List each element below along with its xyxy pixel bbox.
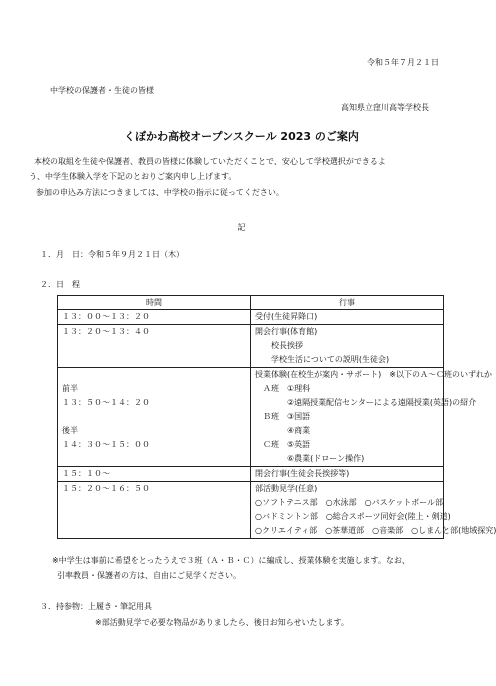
time-cell: [58, 467, 251, 482]
event-cell: [251, 467, 444, 482]
table-row: [58, 482, 444, 539]
intro-line-3: 参加の申込み方法につきましては、中学校の指示に従ってください。: [36, 188, 284, 197]
intro-line-2: う、中学生体験入学を下記のとおりご案内申し上げます。: [29, 172, 237, 181]
time-text: 前半: [62, 384, 78, 393]
header-time: 時間: [58, 296, 251, 310]
event-text: 部活動見学(任意): [255, 484, 318, 493]
event-text: ⑥農業(ドローン操作): [255, 454, 365, 463]
time-text: １５：２０～１６：５０: [62, 484, 150, 493]
event-text: 授業体験(在校生が案内・サポート) ※以下のＡ～Ｃ班のいずれか: [255, 370, 492, 379]
event-text: ○バドミントン部 ○総合スポーツ同好会(陸上・剣道): [255, 512, 451, 521]
table-row: [58, 368, 444, 467]
time-cell: [58, 325, 251, 368]
table-row: [58, 467, 444, 482]
recipient: 中学校の保護者・生徒の皆様: [50, 86, 154, 95]
belongings-note: ※部活動見学で必要な物品がありましたら、後日お知らせいたします。: [95, 618, 349, 627]
event-cell: [251, 310, 444, 325]
event-text: Ｃ班 ⑤英語: [255, 440, 311, 449]
time-text: １３：００～１３：２０: [62, 312, 150, 321]
sender: 高知県立窪川高等学校長: [341, 103, 429, 112]
event-text: 受付(生徒昇降口): [255, 312, 318, 321]
item-schedule: ２．日 程: [40, 280, 80, 289]
event-text: ○ソフトテニス部 ○水泳部 ○バスケットボール部: [255, 498, 444, 507]
header-event: 行事: [251, 296, 444, 310]
intro-line-1: 本校の取組を生徒や保護者、教員の皆様に体験していただくことで、安心して学校選択ができるよ: [34, 157, 386, 166]
page-title: くぼかわ高校オープンスクール 2023 のご案内: [124, 130, 359, 143]
time-cell: [58, 368, 251, 467]
table-row: [58, 325, 444, 368]
schedule-table: [57, 295, 496, 539]
event-text: ②遠隔授業配信センターによる遠隔授業(英語)の紹介: [255, 398, 477, 407]
event-text: 校長挨拶: [255, 341, 303, 350]
table-row: [58, 310, 444, 325]
event-text: ④商業: [255, 426, 311, 435]
note-line-2: 引率教員・保護者の方は、自由にご見学ください。: [57, 571, 241, 580]
event-text: 開会行事(体育館): [255, 327, 318, 336]
event-text: 学校生活についての説明(生徒会): [255, 355, 390, 364]
time-text: 後半: [62, 426, 78, 435]
item-belongings: ３．持参物：上履き・筆記用具: [40, 602, 152, 611]
event-text: Ａ班 ①理科: [255, 384, 311, 393]
event-cell: [251, 482, 496, 539]
time-text: １３：２０～１３：４０: [62, 327, 150, 336]
event-text: ○クリエイティ部 ○茶華道部 ○音楽部 ○しまんと部(地域探究): [255, 526, 496, 535]
time-text: １５：１０～: [62, 469, 110, 478]
note-line-1: ※中学生は事前に希望をとったうえで３班（Ａ・Ｂ・Ｃ）に編成し、授業体験を実施します。なお、: [52, 556, 410, 565]
event-cell: [251, 325, 444, 368]
ki-heading: 記: [237, 223, 246, 232]
time-text: １４：３０～１５：００: [62, 440, 150, 449]
time-cell: [58, 310, 251, 325]
table-header-row: [58, 296, 444, 310]
event-text: Ｂ班 ③国語: [255, 412, 311, 421]
document-date: 令和５年７月２１日: [367, 58, 439, 67]
event-cell: [251, 368, 492, 467]
time-cell: [58, 482, 251, 539]
time-text: １３：５０～１４：２０: [62, 398, 150, 407]
item-date: １．月 日：令和５年９月２１日（木）: [40, 250, 184, 259]
event-text: 閉会行事(生徒会長挨拶等): [255, 469, 350, 478]
